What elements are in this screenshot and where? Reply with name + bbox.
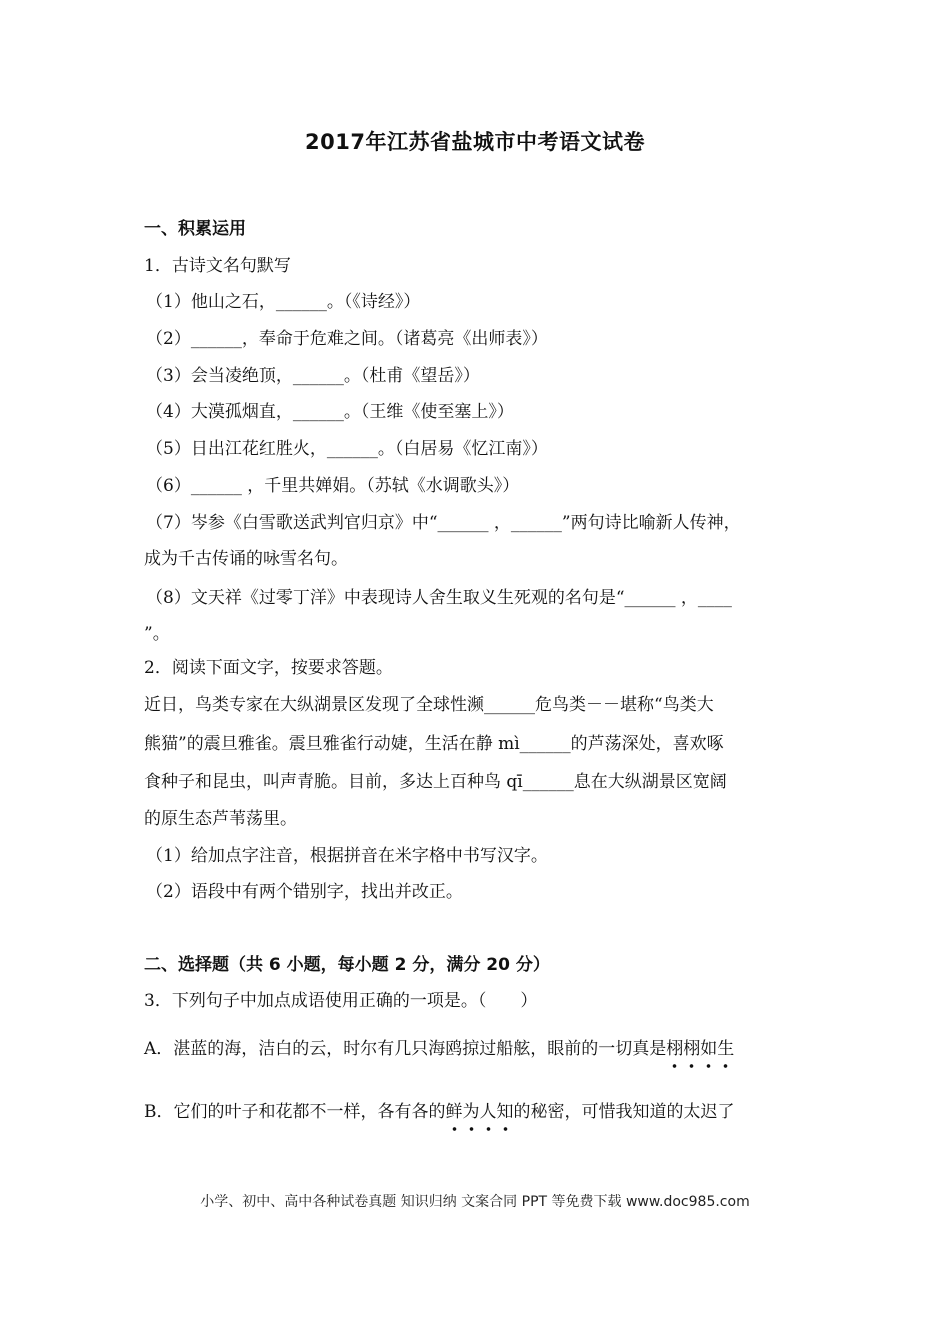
question-3-stem: 3．下列句子中加点成语使用正确的一项是。（ ） bbox=[144, 991, 538, 1011]
q3-option-a bbox=[144, 1038, 734, 1060]
q1-item-6: （6）______ ，千里共婵娟。（苏轼《水调歌头》） bbox=[146, 476, 520, 496]
q2-passage-line-1: 近日，鸟类专家在大纵湖景区发现了全球性濒______危鸟类－－堪称“鸟类大 bbox=[144, 695, 714, 715]
q3-option-a-idiom: 栩栩如生 bbox=[666, 1039, 735, 1059]
q2-sub-2: （2）语段中有两个错别字，找出并改正。 bbox=[146, 882, 463, 902]
q2-passage-line-4: 的原生态芦苇荡里。 bbox=[144, 809, 297, 829]
q1-item-3: （3）会当凌绝顶，______。（杜甫《望岳》） bbox=[146, 366, 480, 386]
section-1-heading: 一、积累运用 bbox=[144, 219, 246, 239]
q1-item-1: （1）他山之石，______。（《诗经》） bbox=[146, 292, 421, 312]
q1-item-7-cont: 成为千古传诵的咏雪名句。 bbox=[144, 549, 348, 569]
q2-passage-line-2: 熊猫”的震旦雅雀。震旦雅雀行动婕，生活在静 mì______的芦荡深处，喜欢啄 bbox=[144, 734, 724, 754]
q3-option-b bbox=[144, 1101, 735, 1123]
question-2-stem: 2．阅读下面文字，按要求答题。 bbox=[144, 658, 393, 678]
page-title: 2017年江苏省盐城市中考语文试卷 bbox=[305, 130, 645, 154]
q3-option-a-text: A．湛蓝的海，洁白的云，时尔有几只海鸥掠过船舷，眼前的一切真是 bbox=[144, 1039, 667, 1059]
q1-item-8: （8）文天祥《过零丁洋》中表现诗人舍生取义生死观的名句是“______ ，____ bbox=[146, 588, 732, 608]
section-2-heading: 二、选择题（共 6 小题，每小题 2 分，满分 20 分） bbox=[144, 955, 550, 975]
page-footer: 小学、初中、高中各种试卷真题 知识归纳 文案合同 PPT 等免费下载 www.doc985.com bbox=[200, 1194, 750, 1210]
q3-option-b-tail: 的秘密，可惜我知道的太迟了 bbox=[513, 1102, 735, 1122]
q1-item-4: （4）大漠孤烟直，______。（王维《使至塞上》） bbox=[146, 402, 514, 422]
q3-option-b-idiom: 鲜为人知 bbox=[445, 1102, 514, 1122]
q1-item-7: （7）岑参《白雪歌送武判官归京》中“______ ，______”两句诗比喻新人传神， bbox=[146, 513, 741, 533]
q1-item-8-cont: ”。 bbox=[144, 624, 170, 644]
q3-option-b-text: B．它们的叶子和花都不一样，各有各的 bbox=[144, 1102, 446, 1122]
question-1-stem: 1．古诗文名句默写 bbox=[144, 256, 291, 276]
q2-sub-1: （1）给加点字注音，根据拼音在米字格中书写汉字。 bbox=[146, 846, 548, 866]
q1-item-5: （5）日出江花红胜火，______。（白居易《忆江南》） bbox=[146, 439, 548, 459]
q1-item-2: （2）______，奉命于危难之间。（诸葛亮《出师表》） bbox=[146, 329, 548, 349]
q2-passage-line-3: 食种子和昆虫，叫声青脆。目前，多达上百种鸟 qī______息在大纵湖景区宽阔 bbox=[144, 772, 727, 792]
